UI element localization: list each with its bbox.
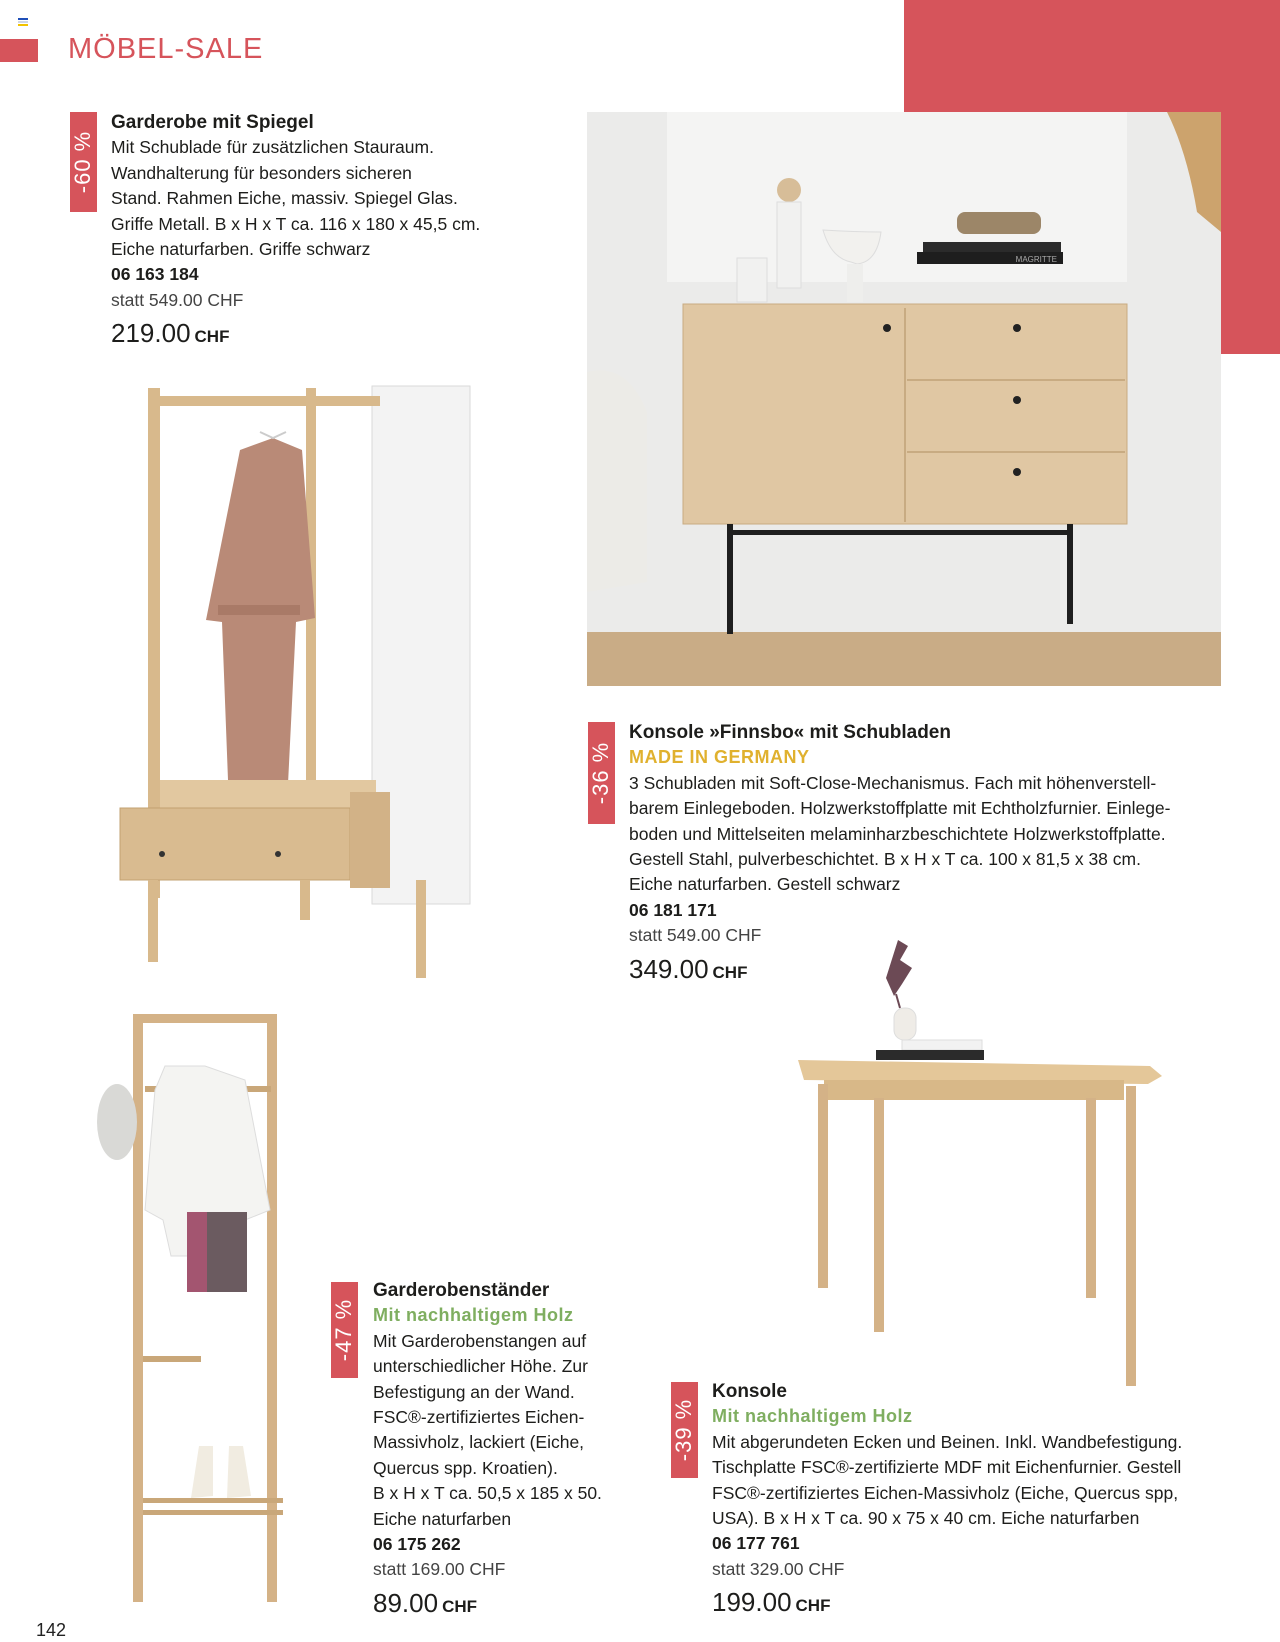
product-sku: 06 175 262: [373, 1534, 461, 1555]
old-price: statt 549.00 CHF: [111, 289, 244, 310]
flag-icon: [18, 18, 28, 26]
product-name: Garderobe mit Spiegel: [111, 112, 314, 133]
product-description: 3 Schubladen mit Soft-Close-Mechanismus. Fach mit höhenverstell- barem Einlegeboden. Holzwerkstoffplatte mit Echtholzfurnier. Einlege- boden und Mittelseiten melaminharzbeschichtete Holzwerkstoffplatte. Gestell Stahl, pulverbeschichtet. B x H x T ca. 100 x 81,5 x 38 cm. Eiche naturfarben. Gestell schwarz: [629, 772, 1171, 895]
product-sku: 06 163 184: [111, 264, 199, 285]
product-name: Konsole: [712, 1381, 787, 1402]
price: 219.00 CHF: [111, 318, 230, 349]
console-finnsbo-image: [587, 112, 1221, 686]
product-description: Mit Garderobenstangen auf unterschiedlicher Höhe. Zur Befestigung an der Wand. FSC®-zertifiziertes Eichen- Massivholz, lackiert (Eiche, Quercus spp. Kroatien). B x H x T ca. 50,5 x 185 x 50. Eiche naturfarben: [373, 1330, 602, 1529]
product-name: Garderobenständer: [373, 1280, 550, 1301]
discount-badge: -39 %: [671, 1382, 698, 1478]
wardrobe-mirror-image: [110, 380, 490, 980]
coat-rack-image: [95, 1010, 335, 1606]
old-price: statt 549.00 CHF: [629, 925, 762, 946]
page-number: 142: [36, 1620, 67, 1640]
price: 89.00 CHF: [373, 1587, 478, 1618]
product-sku: 06 181 171: [629, 899, 717, 920]
discount-badge: -47 %: [331, 1282, 358, 1378]
price: 349.00 CHF: [629, 953, 748, 984]
discount-badge: -60 %: [70, 112, 97, 212]
product-description: Mit Schublade für zusätzlichen Stauraum. Wandhalterung für besonders sicheren Stand. Rahmen Eiche, massiv. Spiegel Glas. Griffe Metall. B x H x T ca. 116 x 180 x 45,5 cm. Eiche naturfarben. Griffe schwarz: [111, 137, 481, 260]
svg-text:MAGRITTE: MAGRITTE: [1015, 255, 1057, 264]
old-price: statt 329.00 CHF: [712, 1558, 845, 1579]
product-garderobe-spiegel: [111, 110, 531, 350]
product-subtitle: Mit nachhaltigem Holz: [712, 1406, 913, 1427]
product-konsole: [712, 1379, 1252, 1619]
product-name: Konsole »Finnsbo« mit Schubladen: [629, 722, 951, 743]
product-sku: 06 177 761: [712, 1533, 800, 1554]
product-subtitle: Mit nachhaltigem Holz: [373, 1305, 574, 1326]
product-subtitle: MADE IN GERMANY: [629, 747, 810, 768]
product-description: Mit abgerundeten Ecken und Beinen. Inkl. Wandbefestigung. Tischplatte FSC®-zertifizierte MDF mit Eichenfurnier. Gestell FSC®-zertifiziertes Eichen-Massivholz (Eiche, Quercus spp, USA). B x H x T ca. 90 x 75 x 40 cm. Eiche naturfarben: [712, 1431, 1183, 1529]
discount-badge: -36 %: [588, 722, 615, 824]
old-price: statt 169.00 CHF: [373, 1559, 506, 1580]
page-title: MÖBEL-SALE: [68, 33, 264, 65]
header-mark: [0, 39, 38, 62]
price: 199.00 CHF: [712, 1587, 831, 1618]
product-garderobenstaender: [373, 1278, 643, 1619]
console-table-image: [790, 938, 1170, 1394]
